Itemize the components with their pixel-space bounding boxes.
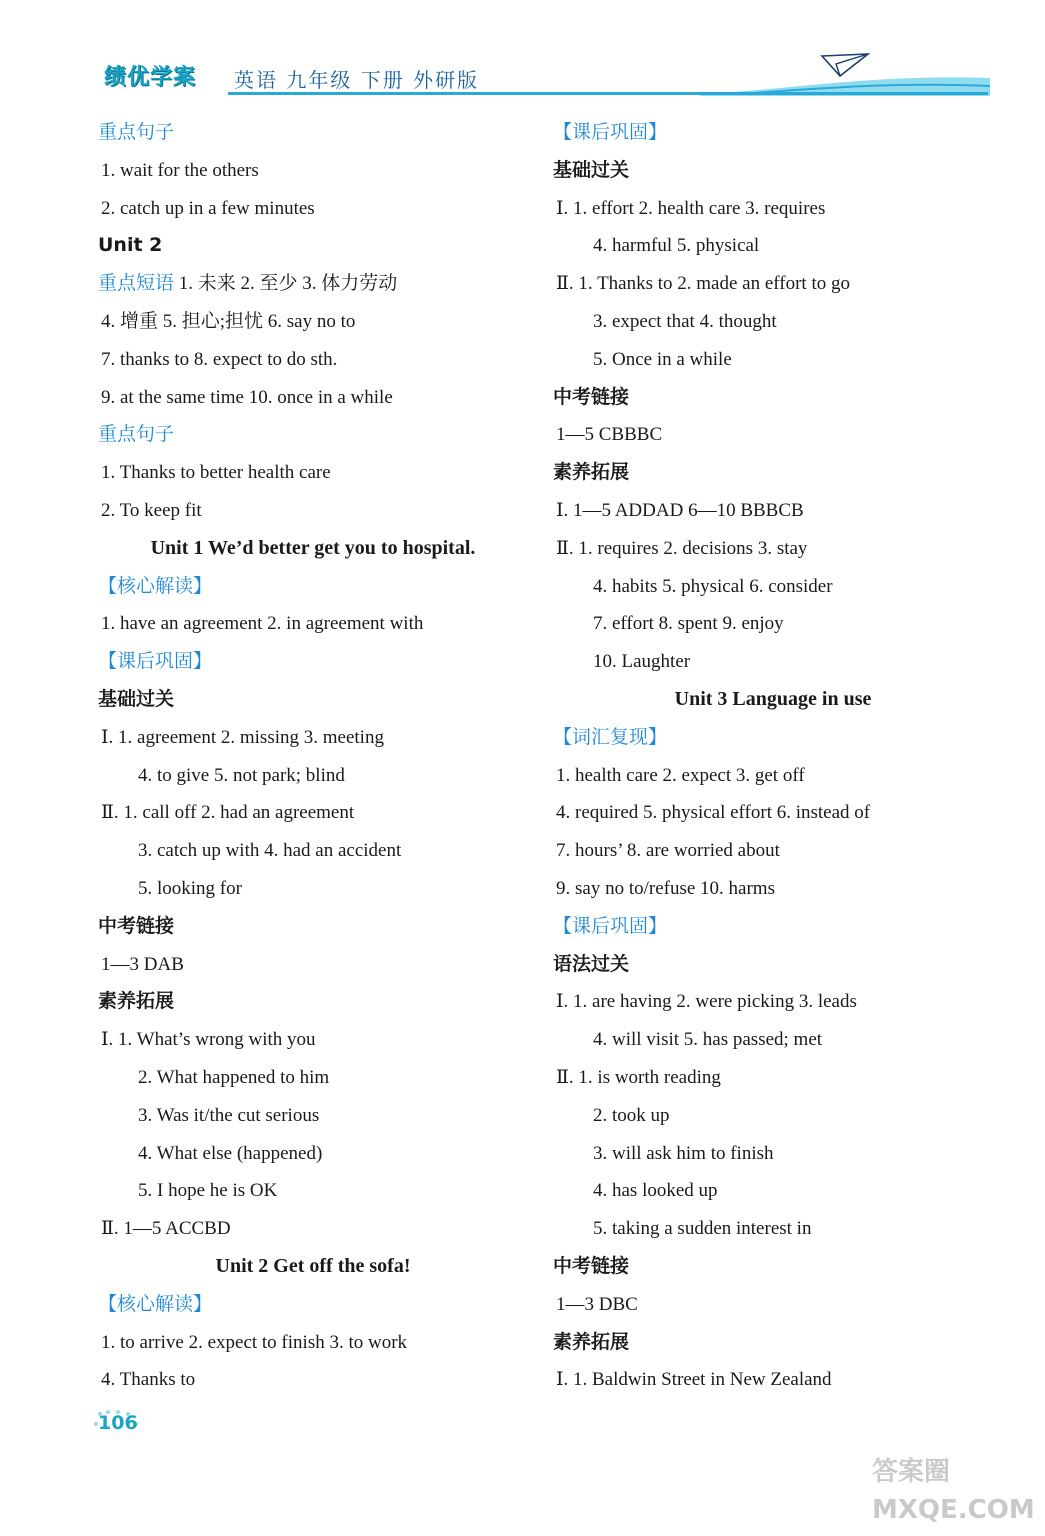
answer-line: 2. took up	[593, 1104, 670, 1126]
answer-line: 1. to arrive 2. expect to finish 3. to work	[101, 1331, 408, 1353]
answer-line: 2. To keep fit	[101, 499, 202, 521]
answer-line: Ⅰ. 1—5 ADDAD 6—10 BBBCB	[556, 499, 804, 521]
answer-line: 2. catch up in a few minutes	[101, 197, 315, 219]
answer-line: 4. What else (happened)	[138, 1142, 323, 1164]
answer-line: 1. wait for the others	[101, 159, 259, 181]
answer-line: 5. Once in a while	[593, 348, 732, 370]
section-heading: 【核心解读】	[98, 1292, 213, 1315]
section-heading: 重点句子	[98, 121, 175, 143]
header-rule	[228, 92, 988, 95]
section-heading: 【核心解读】	[98, 574, 213, 597]
book-subject: 英语 九年级 下册 外研版	[234, 68, 480, 92]
answer-line: 1. Thanks to better health care	[101, 462, 331, 484]
answer-line: Ⅱ. 1—5 ACCBD	[101, 1218, 231, 1240]
section-heading: 【课后巩固】	[98, 650, 213, 673]
answer-line: 3. will ask him to finish	[593, 1142, 774, 1164]
answer-line: 1—5 CBBBC	[556, 424, 663, 446]
unit-title: Unit 3 Language in use	[674, 687, 872, 710]
answer-line: Ⅰ. 1. agreement 2. missing 3. meeting	[101, 726, 384, 748]
subsection-heading: 基础过关	[98, 687, 175, 710]
unit-title: Unit 2 Get off the sofa!	[215, 1254, 411, 1277]
answer-line: Ⅱ. 1. Thanks to 2. made an effort to go	[556, 273, 850, 295]
subsection-heading: 中考链接	[553, 1254, 630, 1277]
subsection-heading: 中考链接	[553, 385, 630, 408]
paper-plane-icon	[820, 52, 870, 78]
unit-label: Unit 2	[98, 234, 163, 257]
answer-line: 9. say no to/refuse 10. harms	[556, 877, 775, 899]
subsection-heading: 语法过关	[553, 952, 630, 975]
svg-text:MXQE.COM: MXQE.COM	[872, 1495, 1035, 1525]
answer-line: Ⅱ. 1. call off 2. had an agreement	[101, 802, 355, 824]
book-logo: 绩优学案	[104, 65, 197, 90]
answer-line: 4. habits 5. physical 6. consider	[593, 575, 833, 597]
answer-line: 3. catch up with 4. had an accident	[138, 840, 402, 862]
answer-line: 5. looking for	[138, 877, 242, 899]
answer-line: 3. Was it/the cut serious	[138, 1104, 320, 1126]
answer-line: Ⅰ. 1. What’s wrong with you	[101, 1029, 316, 1051]
section-heading: 【课后巩固】	[553, 914, 668, 937]
answer-line: 4. to give 5. not park; blind	[138, 764, 345, 786]
answer-line: 3. expect that 4. thought	[593, 310, 777, 332]
subsection-heading: 素养拓展	[98, 990, 175, 1013]
answer-line: 1. have an agreement 2. in agreement with	[101, 613, 424, 635]
page-number: 106	[98, 1412, 138, 1434]
answer-line: Ⅰ. 1. Baldwin Street in New Zealand	[556, 1369, 832, 1391]
answer-line: Ⅰ. 1. effort 2. health care 3. requires	[556, 197, 826, 219]
answer-line: 4. has looked up	[593, 1180, 718, 1202]
left-column	[98, 114, 528, 1399]
right-column	[553, 114, 993, 1399]
svg-text:答案圈: 答案圈	[872, 1457, 951, 1487]
answer-line: 10. Laughter	[593, 651, 691, 673]
answer-line: Ⅱ. 1. requires 2. decisions 3. stay	[556, 537, 808, 559]
answer-line: 1—3 DAB	[101, 953, 184, 975]
answer-line: 4. required 5. physical effort 6. instead of	[556, 802, 871, 824]
answer-line: 1—3 DBC	[556, 1293, 638, 1315]
subsection-heading: 中考链接	[98, 914, 175, 937]
subsection-heading: 基础过关	[553, 158, 630, 181]
answer-line	[98, 265, 528, 303]
answer-line: Ⅱ. 1. is worth reading	[556, 1066, 721, 1088]
answer-line: 5. taking a sudden interest in	[593, 1218, 812, 1240]
answer-line: 4. Thanks to	[101, 1369, 196, 1391]
answer-line: 9. at the same time 10. once in a while	[101, 386, 393, 408]
answer-line: 7. thanks to 8. expect to do sth.	[101, 348, 338, 370]
answer-text: 1. 未来 2. 至少 3. 体力劳动	[174, 273, 398, 295]
answer-line: 5. I hope he is OK	[138, 1180, 278, 1202]
section-heading: 【词汇复现】	[553, 725, 668, 748]
subsection-heading: 素养拓展	[553, 461, 630, 484]
subsection-heading: 素养拓展	[553, 1330, 630, 1353]
inline-heading: 重点短语	[98, 272, 175, 295]
answer-line: 7. hours’ 8. are worried about	[556, 840, 780, 862]
section-heading: 重点句子	[98, 423, 175, 446]
watermark-logo	[868, 1440, 1038, 1530]
answer-line: Ⅰ. 1. are having 2. were picking 3. leads	[556, 991, 857, 1013]
answer-line: 7. effort 8. spent 9. enjoy	[593, 613, 784, 635]
section-heading: 【课后巩固】	[553, 121, 668, 143]
page-header	[100, 52, 990, 98]
answer-line: 4. will visit 5. has passed; met	[593, 1029, 823, 1051]
unit-title: Unit 1 We’d better get you to hospital.	[150, 536, 476, 559]
answer-line: 4. harmful 5. physical	[593, 235, 760, 257]
answer-line: 1. health care 2. expect 3. get off	[556, 764, 805, 786]
answer-line: 2. What happened to him	[138, 1066, 330, 1088]
answer-line: 4. 增重 5. 担心;担忧 6. say no to	[101, 310, 356, 332]
